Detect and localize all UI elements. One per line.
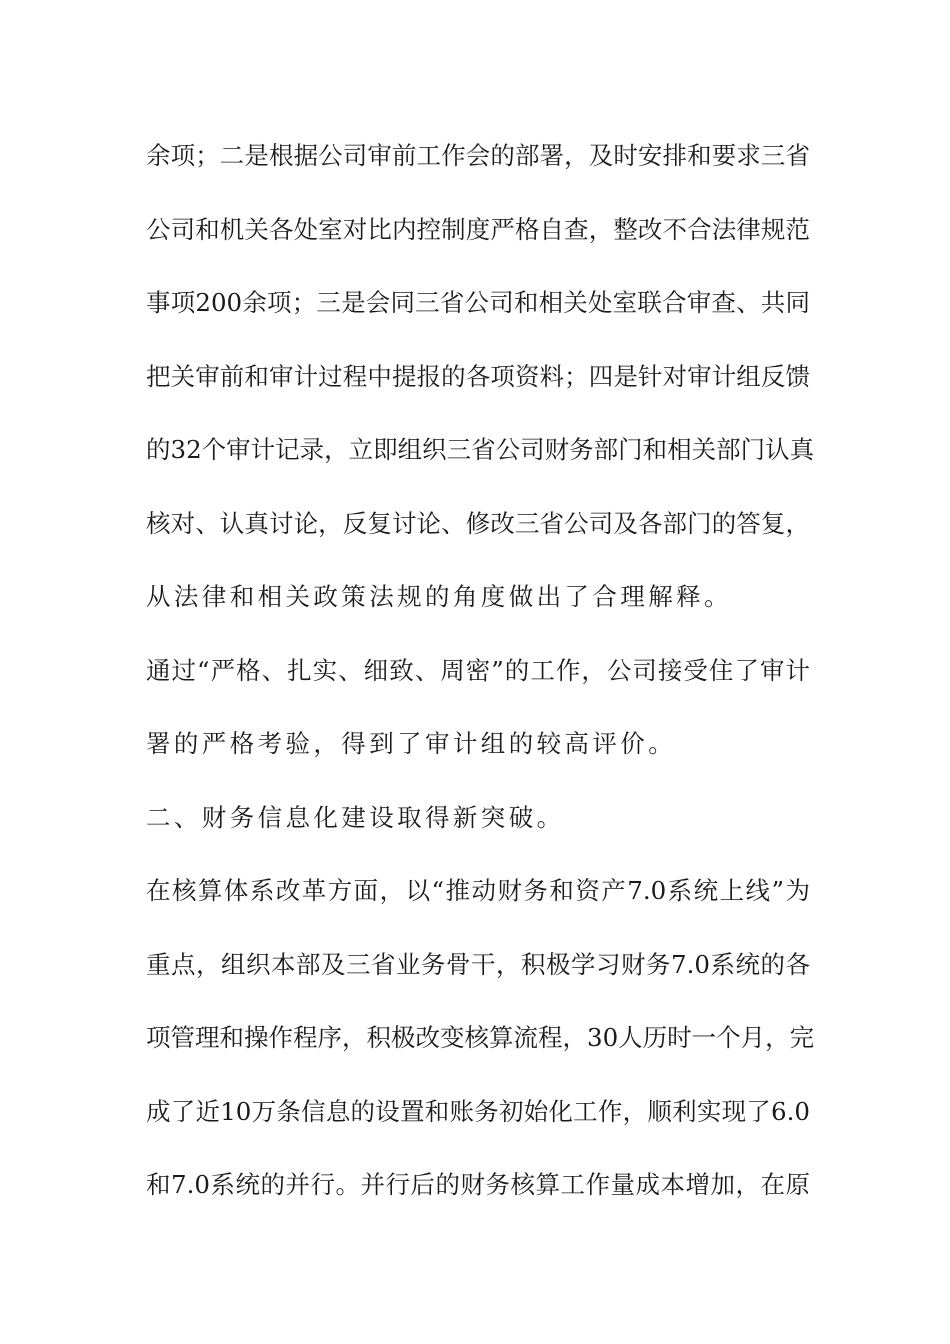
text-line: 署的严格考验，得到了审计组的较高评价。	[146, 729, 677, 758]
text-line: 把关审前和审计过程中提报的各项资料；四是针对审计组反馈	[146, 361, 810, 391]
text-line: 在核算体系改革方面，以“推动财务和资产7.0系统上线”为	[146, 876, 810, 905]
text-line: 余项；二是根据公司审前工作会的部署，及时安排和要求三省	[146, 141, 810, 170]
text-line: 从法律和相关政策法规的角度做出了合理解释。	[146, 582, 732, 611]
text-line: 项管理和操作程序，积极改变核算流程，30人历时一个月，完	[146, 1023, 815, 1052]
text-line: 和7.0系统的并行。并行后的财务核算工作量成本增加，在原	[146, 1170, 810, 1199]
text-line: 事项200余项；三是会同三省公司和相关处室联合审查、共同	[146, 288, 810, 317]
section-heading: 二、财务信息化建设取得新突破。	[146, 802, 565, 832]
text-line: 成了近10万条信息的设置和账务初始化工作，顺利实现了6.0	[146, 1096, 810, 1126]
text-line: 的32个审计记录，立即组织三省公司财务部门和相关部门认真	[146, 435, 815, 464]
text-line: 公司和机关各处室对比内控制度严格自查，整改不合法律规范	[146, 214, 810, 244]
text-line: 重点，组织本部及三省业务骨干，积极学习财务7.0系统的各	[146, 949, 810, 979]
text-line: 核对、认真讨论，反复讨论、修改三省公司及各部门的答复，	[146, 508, 810, 538]
text-line: 通过“严格、扎实、细致、周密”的工作，公司接受住了审计	[146, 655, 810, 685]
document-body	[146, 126, 815, 1229]
